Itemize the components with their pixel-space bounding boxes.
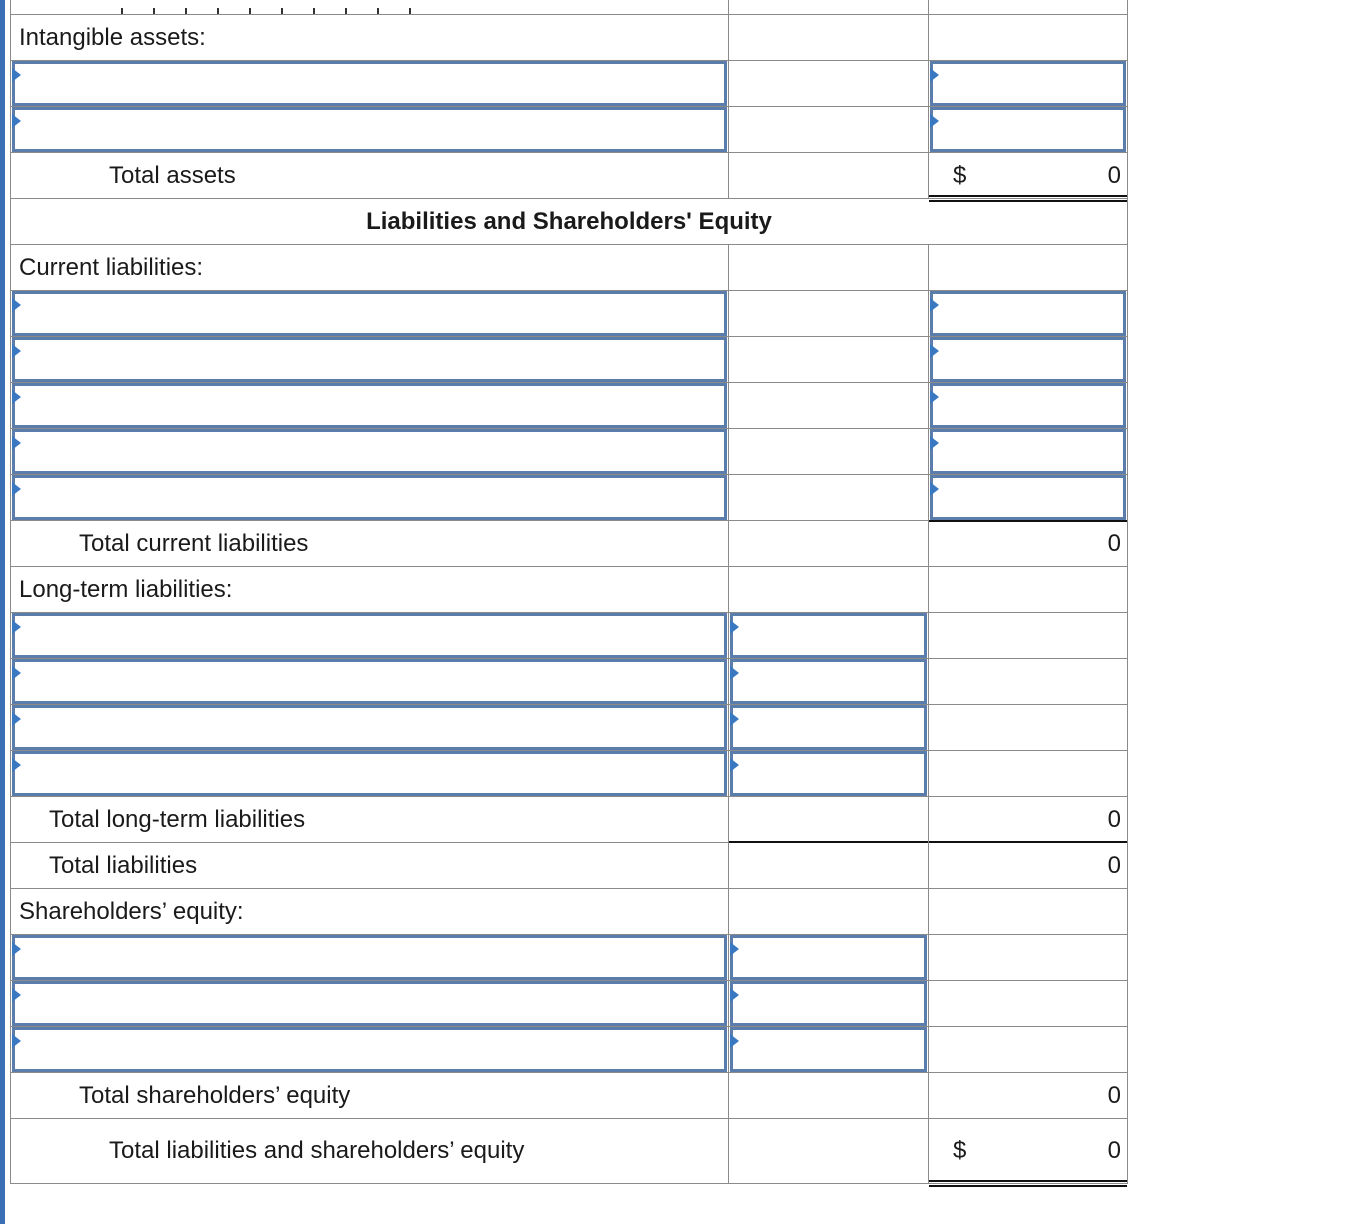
intangible-input-row-2 <box>10 106 1128 152</box>
current-liability-account-select-1[interactable] <box>12 291 727 336</box>
current-liabilities-label: Current liabilities: <box>10 245 728 290</box>
total-long-term-liabilities-label: Total long-term liabilities <box>10 797 728 842</box>
long-term-account-select-2[interactable] <box>12 659 727 704</box>
current-liability-account-select-5[interactable] <box>12 475 727 520</box>
current-liability-amount-input-5[interactable] <box>930 475 1126 520</box>
total-current-liabilities-value: 0 <box>1107 529 1121 557</box>
equity-input-row-3 <box>10 1026 1128 1072</box>
current-liability-amount-input-2[interactable] <box>930 337 1126 382</box>
long-term-liabilities-row <box>10 566 1128 612</box>
total-assets-label: Total assets <box>10 153 728 198</box>
liabilities-heading-row <box>10 198 1128 244</box>
current-liability-input-row-3 <box>10 382 1128 428</box>
long-term-account-select-4[interactable] <box>12 751 727 796</box>
current-liability-input-row-2 <box>10 336 1128 382</box>
total-shareholders-equity-label: Total shareholders’ equity <box>10 1073 728 1118</box>
total-liabilities-label: Total liabilities <box>10 843 728 888</box>
clipped-previous-row <box>10 0 1128 14</box>
balance-sheet-table <box>10 14 1128 1184</box>
long-term-liabilities-label: Long-term liabilities: <box>10 567 728 612</box>
equity-amount-input-3[interactable] <box>730 1027 927 1072</box>
long-term-input-row-1 <box>10 612 1128 658</box>
total-assets-currency: $ <box>953 161 967 189</box>
current-liability-account-select-2[interactable] <box>12 337 727 382</box>
total-shareholders-equity-value: 0 <box>1107 1081 1121 1109</box>
current-liability-amount-input-3[interactable] <box>930 383 1126 428</box>
current-liability-input-row-4 <box>10 428 1128 474</box>
total-current-liabilities-label: Total current liabilities <box>10 521 728 566</box>
intangible-account-select-2[interactable] <box>12 107 727 152</box>
long-term-amount-input-1[interactable] <box>730 613 927 658</box>
liabilities-equity-heading: Liabilities and Shareholders' Equity <box>10 199 1128 244</box>
total-current-liabilities-row <box>10 520 1128 566</box>
current-liabilities-row <box>10 244 1128 290</box>
long-term-input-row-2 <box>10 658 1128 704</box>
equity-input-row-1 <box>10 934 1128 980</box>
total-long-term-liabilities-value: 0 <box>1107 805 1121 833</box>
total-assets-value: 0 <box>1107 161 1121 189</box>
equity-account-select-2[interactable] <box>12 981 727 1026</box>
long-term-amount-input-3[interactable] <box>730 705 927 750</box>
intangible-assets-row <box>10 14 1128 60</box>
shareholders-equity-label: Shareholders’ equity: <box>10 889 728 934</box>
current-liability-account-select-4[interactable] <box>12 429 727 474</box>
long-term-amount-input-4[interactable] <box>730 751 927 796</box>
grand-total-value: 0 <box>1107 1137 1121 1164</box>
total-shareholders-equity-row <box>10 1072 1128 1118</box>
equity-account-select-3[interactable] <box>12 1027 727 1072</box>
long-term-account-select-3[interactable] <box>12 705 727 750</box>
equity-input-row-2 <box>10 980 1128 1026</box>
current-liability-amount-input-4[interactable] <box>930 429 1126 474</box>
intangible-assets-label: Intangible assets: <box>10 15 728 60</box>
long-term-amount-input-2[interactable] <box>730 659 927 704</box>
intangible-amount-input-2[interactable] <box>930 107 1126 152</box>
equity-account-select-1[interactable] <box>12 935 727 980</box>
grand-total-currency: $ <box>953 1137 967 1164</box>
long-term-input-row-4 <box>10 750 1128 796</box>
total-liabilities-equity-row <box>10 1118 1128 1184</box>
intangible-amount-input-1[interactable] <box>930 61 1126 106</box>
current-liability-amount-input-1[interactable] <box>930 291 1126 336</box>
shareholders-equity-row <box>10 888 1128 934</box>
total-liabilities-value: 0 <box>1107 851 1121 879</box>
equity-amount-input-2[interactable] <box>730 981 927 1026</box>
total-liabilities-equity-label: Total liabilities and shareholders’ equity <box>10 1119 728 1183</box>
total-assets-row <box>10 152 1128 198</box>
long-term-account-select-1[interactable] <box>12 613 727 658</box>
current-liability-account-select-3[interactable] <box>12 383 727 428</box>
intangible-input-row-1 <box>10 60 1128 106</box>
equity-amount-input-1[interactable] <box>730 935 927 980</box>
current-liability-input-row-5 <box>10 474 1128 520</box>
left-accent-bar <box>0 0 5 1224</box>
current-liability-input-row-1 <box>10 290 1128 336</box>
total-liabilities-row <box>10 842 1128 888</box>
long-term-input-row-3 <box>10 704 1128 750</box>
intangible-account-select-1[interactable] <box>12 61 727 106</box>
total-long-term-liabilities-row <box>10 796 1128 842</box>
